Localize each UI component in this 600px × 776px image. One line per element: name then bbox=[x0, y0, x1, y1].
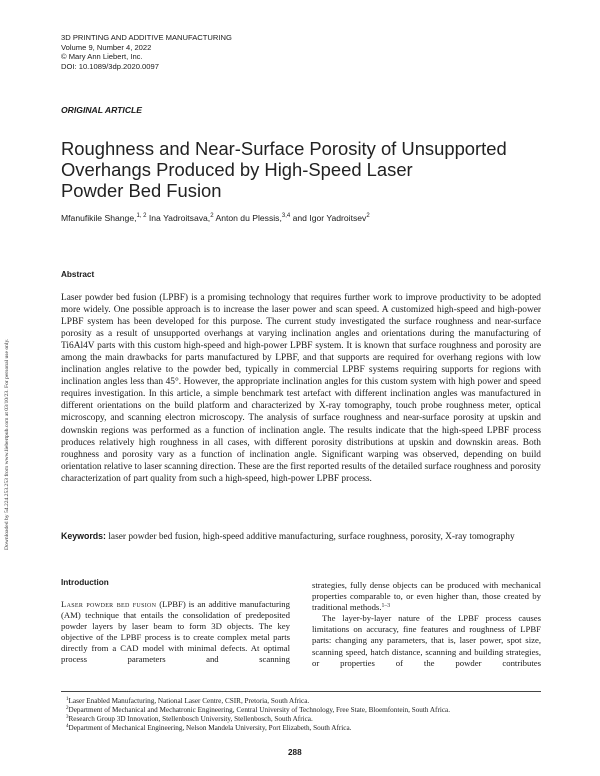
footnote bbox=[66, 697, 450, 706]
title-line-1: Roughness and Near-Surface Porosity of Unsupported bbox=[61, 138, 507, 159]
intro-right-para1-text: strategies, fully dense objects can be produced with mechanical properties comparable to, or even higher than, those created by traditional methods. bbox=[312, 580, 541, 613]
author-name[interactable]: Mfanufikile Shange, bbox=[61, 213, 137, 223]
journal-doi[interactable]: DOI: 10.1089/3dp.2020.0097 bbox=[61, 61, 159, 71]
keywords-text: laser powder bed fusion, high-speed additive manufacturing, surface roughness, porosity, X-ray tomography bbox=[105, 532, 515, 542]
introduction-heading: Introduction bbox=[61, 578, 109, 587]
title-line-3: Powder Bed Fusion bbox=[61, 180, 222, 201]
footnote bbox=[66, 715, 450, 724]
author-list bbox=[61, 213, 370, 223]
author-affiliation: 3,4 bbox=[281, 213, 291, 219]
footnote-text: Research Group 3D Innovation, Stellenbosch University, Stellenbosch, South Africa. bbox=[68, 715, 313, 724]
author-affiliation: 1, 2 bbox=[136, 213, 147, 219]
footnote-divider bbox=[61, 691, 541, 692]
download-watermark bbox=[0, 250, 14, 550]
citation-ref[interactable]: 1–3 bbox=[381, 603, 391, 610]
footnote-text: Laser Enabled Manufacturing, National Laser Centre, CSIR, Pretoria, South Africa. bbox=[68, 697, 310, 705]
download-note-text: Downloaded by 54.224.253.253 from www.liebertpub.com at 03/10/23. For personal use only. bbox=[4, 338, 10, 550]
intro-right-paragraph-1 bbox=[312, 580, 541, 613]
page-number: 288 bbox=[288, 748, 302, 757]
title-line-2: Overhangs Produced by High-Speed Laser bbox=[61, 159, 413, 180]
footnote-number: 2 bbox=[66, 706, 69, 712]
footnote-number: 1 bbox=[66, 697, 69, 702]
footnote-text: Department of Mechanical and Mechatronic Engineering, Central University of Technology, Free State, Bloemfontein, South Africa. bbox=[68, 706, 451, 715]
intro-column-right bbox=[312, 580, 541, 669]
intro-left-text: (LPBF) is an additive manufacturing (AM) technique that entails the consolidation of predeposited powder layers by laser beam to form 3D objects. The key objective of the LPBF process is to create complex metal parts directly from a CAD model with minimal defects. At optimal process parameters and scanning bbox=[61, 599, 290, 665]
footnote-number: 4 bbox=[66, 724, 69, 730]
footnote-text: Department of Mechanical Engineering, Nelson Mandela University, Port Elizabeth, South Africa. bbox=[68, 724, 352, 733]
intro-lead: Laser powder bed fusion bbox=[61, 599, 157, 609]
keywords bbox=[61, 530, 541, 543]
author-affiliation: 2 bbox=[210, 213, 214, 219]
intro-right-paragraph-2: The layer-by-layer nature of the LPBF process causes limitations on accuracy, fine features and roughness of LPBF parts: changing any parameters, that is, laser power, spot size, scanning speed, hatch distance, scanning and building strategies, or properties of the powder contributes bbox=[312, 613, 541, 668]
footnote bbox=[66, 706, 450, 715]
keywords-label: Keywords: bbox=[61, 531, 106, 541]
journal-header bbox=[61, 33, 232, 71]
footnote-number: 3 bbox=[66, 715, 69, 721]
abstract-text: Laser powder bed fusion (LPBF) is a promising technology that requires further work to improve productivity to be adopted more widely. One possible approach is to increase the laser power and scan speed. A customized high-speed and high-power LPBF system has been developed for this purpose. The current study investigated the surface roughness and near-surface porosity as a result of unsupported overhangs at varying inclination angles and orientations during the manufacturing of Ti6Al4V parts with this custom high-speed and high-power LPBF system. It is known that surface roughness and porosity are among the main drawbacks for parts manufactured by LPBF, and that supports are required for overhang regions with low inclination angles relative to the powder bed, typically in commercial LPBF systems requiring supports for regions with inclination angles less than 45°. However, the appropriate inclination angles for this custom system with high power and speed requires investigation. In this article, a simple benchmark test artefact with different inclination angles was manufactured in different orientations on the build platform and characterized by X-ray tomography, touch probe roughness meter, optical microscopy, and scanning electron microscopy. The analysis of surface roughness and near-surface porosity at upskin and downskin regions was performed as a function of inclination angle. The results indicate that the high-speed LPBF process produces relatively high roughness in all cases, with different porosity distributions at upskin and downskin areas. Both roughness and porosity vary as a function of inclination angle. Significant warping was observed, depending on build orientation relative to laser scanning direction. These are the first reported results of the detailed surface roughness and porosity characterization of part quality from such a high-speed, high-power LPBF process. bbox=[61, 293, 541, 484]
footnote bbox=[66, 724, 450, 733]
journal-volume: Volume 9, Number 4, 2022 bbox=[61, 42, 152, 52]
affiliation-footnotes bbox=[66, 697, 450, 733]
article-type: ORIGINAL ARTICLE bbox=[61, 105, 143, 115]
article-title bbox=[61, 138, 541, 201]
intro-column-left bbox=[61, 599, 290, 666]
journal-copyright: © Mary Ann Liebert, Inc. bbox=[61, 52, 143, 62]
author-name[interactable]: Ina Yadroitsava, bbox=[146, 213, 211, 223]
author-name[interactable]: and Igor Yadroitsev bbox=[290, 213, 367, 223]
journal-name: 3D PRINTING AND ADDITIVE MANUFACTURING bbox=[61, 33, 232, 42]
author-name[interactable]: Anton du Plessis, bbox=[213, 213, 282, 223]
author-affiliation: 2 bbox=[366, 213, 370, 219]
abstract-heading: Abstract bbox=[61, 270, 95, 279]
